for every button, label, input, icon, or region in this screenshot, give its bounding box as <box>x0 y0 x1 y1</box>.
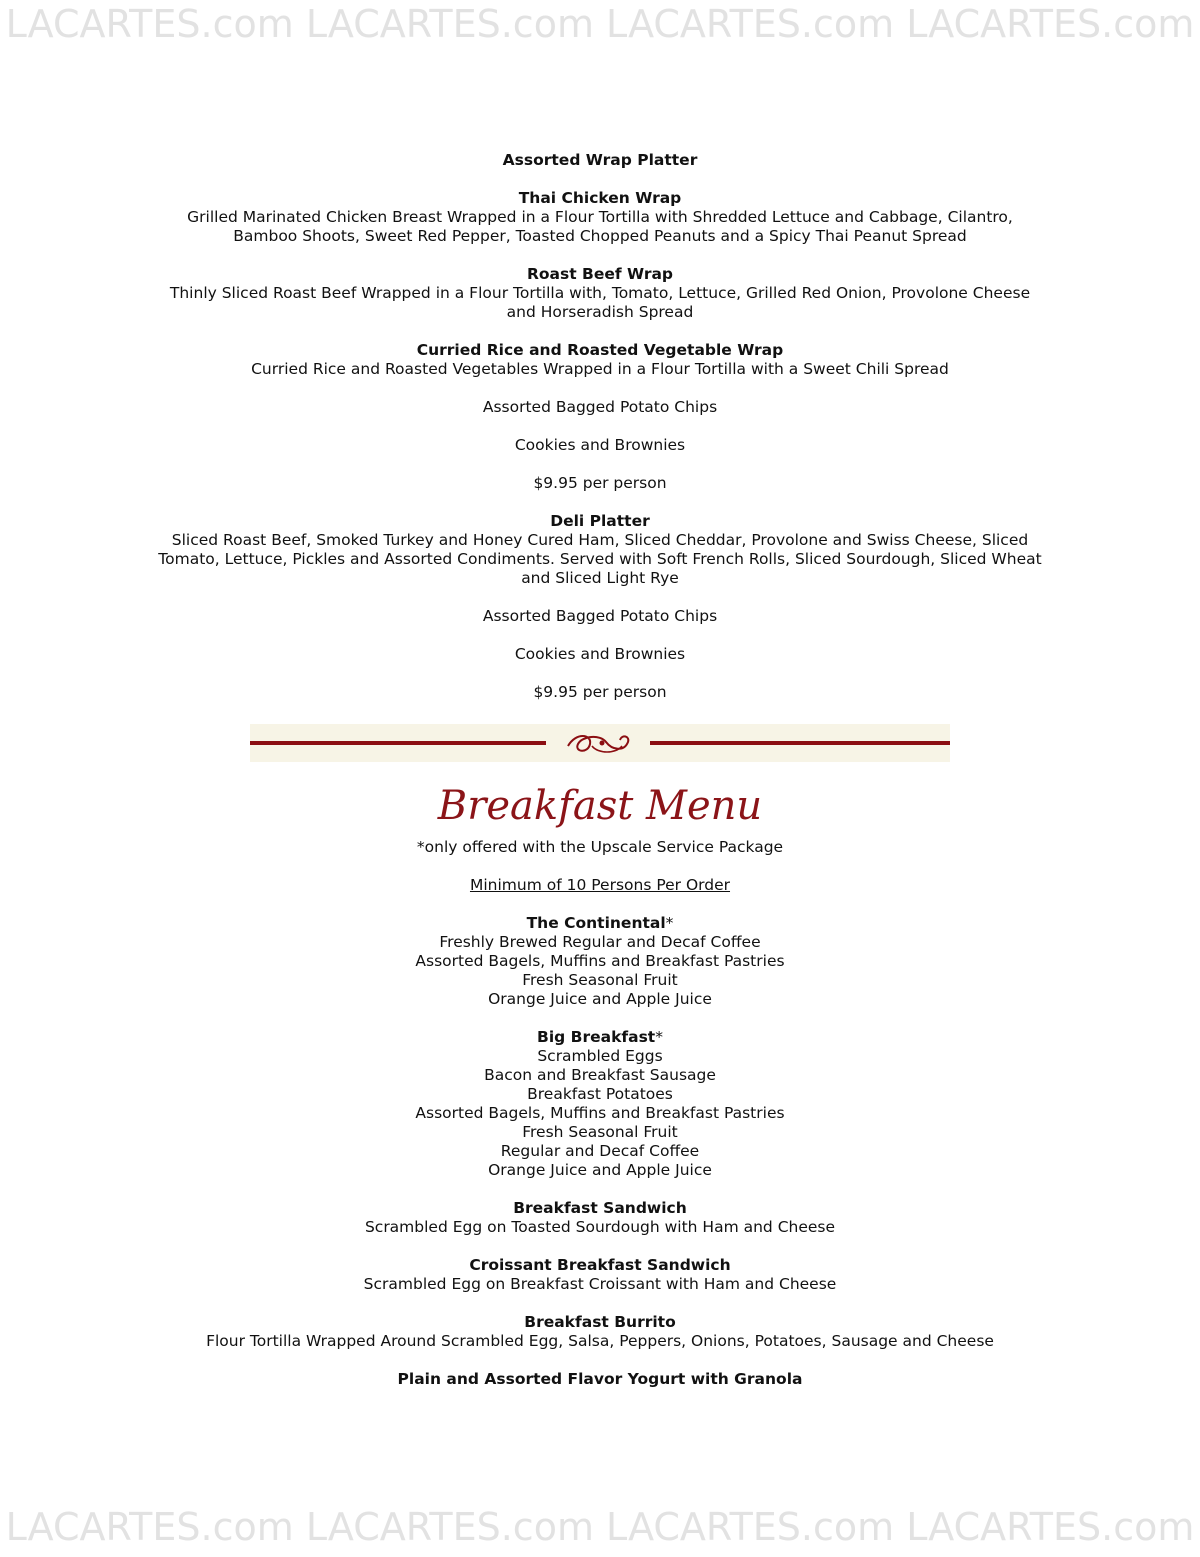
watermark-top: LACARTES.com LACARTES.com LACARTES.com LACARTES.com <box>5 2 1195 46</box>
item-description: and Sliced Light Rye <box>521 569 679 587</box>
item-line: Freshly Brewed Regular and Decaf Coffee <box>439 933 761 951</box>
breakfast-section <box>0 838 1200 1389</box>
item-line: Breakfast Potatoes <box>527 1085 673 1103</box>
item-description: Grilled Marinated Chicken Breast Wrapped in a Flour Tortilla with Shredded Lettuce and Cabbage, Cilantro, <box>187 208 1013 226</box>
side-item: Cookies and Brownies <box>514 645 686 663</box>
item-description: Curried Rice and Roasted Vegetables Wrapped in a Flour Tortilla with a Sweet Chili Spread <box>251 360 949 378</box>
side-item: Cookies and Brownies <box>514 436 686 454</box>
item-description: Tomato, Lettuce, Pickles and Assorted Condiments. Served with Soft French Rolls, Sliced Sourdough, Sliced Wheat <box>158 550 1042 568</box>
item-title: The Continental <box>526 914 666 932</box>
item-title: Roast Beef Wrap <box>526 265 674 283</box>
lunch-section <box>0 151 1200 702</box>
item-description: Sliced Roast Beef, Smoked Turkey and Honey Cured Ham, Sliced Cheddar, Provolone and Swiss Cheese, Sliced <box>171 531 1029 549</box>
item-title: Thai Chicken Wrap <box>518 189 682 207</box>
item-line: Regular and Decaf Coffee <box>500 1142 700 1160</box>
item-line: Scrambled Eggs <box>537 1047 663 1065</box>
item-line: Fresh Seasonal Fruit <box>522 971 678 989</box>
item-line: Fresh Seasonal Fruit <box>522 1123 678 1141</box>
item-title: Breakfast Sandwich <box>513 1199 687 1217</box>
item-description: Thinly Sliced Roast Beef Wrapped in a Flour Tortilla with, Tomato, Lettuce, Grilled Red Onion, Provolone Cheese <box>169 284 1031 302</box>
divider-line-left <box>250 741 546 745</box>
item-title: Big Breakfast <box>537 1028 656 1046</box>
item-description: and Horseradish Spread <box>506 303 694 321</box>
item-line: Scrambled Egg on Breakfast Croissant with Ham and Cheese <box>363 1275 837 1293</box>
item-line: Scrambled Egg on Toasted Sourdough with Ham and Cheese <box>364 1218 836 1236</box>
breakfast-menu-title: Breakfast Menu <box>437 783 763 829</box>
price: $9.95 per person <box>533 683 667 701</box>
minimum-order-note: Minimum of 10 Persons Per Order <box>469 876 731 894</box>
item-title: Curried Rice and Roasted Vegetable Wrap <box>416 341 784 359</box>
flourish-icon <box>562 728 638 758</box>
item-line: Assorted Bagels, Muffins and Breakfast Pastries <box>415 952 785 970</box>
item-line: Orange Juice and Apple Juice <box>488 1161 712 1179</box>
item-line: Bacon and Breakfast Sausage <box>484 1066 716 1084</box>
price: $9.95 per person <box>533 474 667 492</box>
wrap-platter-title: Assorted Wrap Platter <box>502 151 698 169</box>
side-item: Assorted Bagged Potato Chips <box>482 607 718 625</box>
item-title: Breakfast Burrito <box>524 1313 676 1331</box>
asterisk-mark: * <box>655 1028 663 1046</box>
side-item: Assorted Bagged Potato Chips <box>482 398 718 416</box>
item-line: Assorted Bagels, Muffins and Breakfast Pastries <box>415 1104 785 1122</box>
deli-platter-title: Deli Platter <box>550 512 650 530</box>
item-title: Croissant Breakfast Sandwich <box>469 1256 731 1274</box>
service-note: *only offered with the Upscale Service Package <box>416 838 784 856</box>
item-line: Flour Tortilla Wrapped Around Scrambled Egg, Salsa, Peppers, Onions, Potatoes, Sausage and Cheese <box>206 1332 994 1350</box>
item-description: Bamboo Shoots, Sweet Red Pepper, Toasted Chopped Peanuts and a Spicy Thai Peanut Spread <box>233 227 967 245</box>
watermark-bottom: LACARTES.com LACARTES.com LACARTES.com LACARTES.com <box>5 1505 1195 1549</box>
ornamental-divider <box>250 724 950 762</box>
asterisk-mark: * <box>665 914 674 932</box>
item-line: Orange Juice and Apple Juice <box>488 990 712 1008</box>
yogurt-item: Plain and Assorted Flavor Yogurt with Granola <box>397 1370 803 1388</box>
divider-line-right <box>650 741 950 745</box>
